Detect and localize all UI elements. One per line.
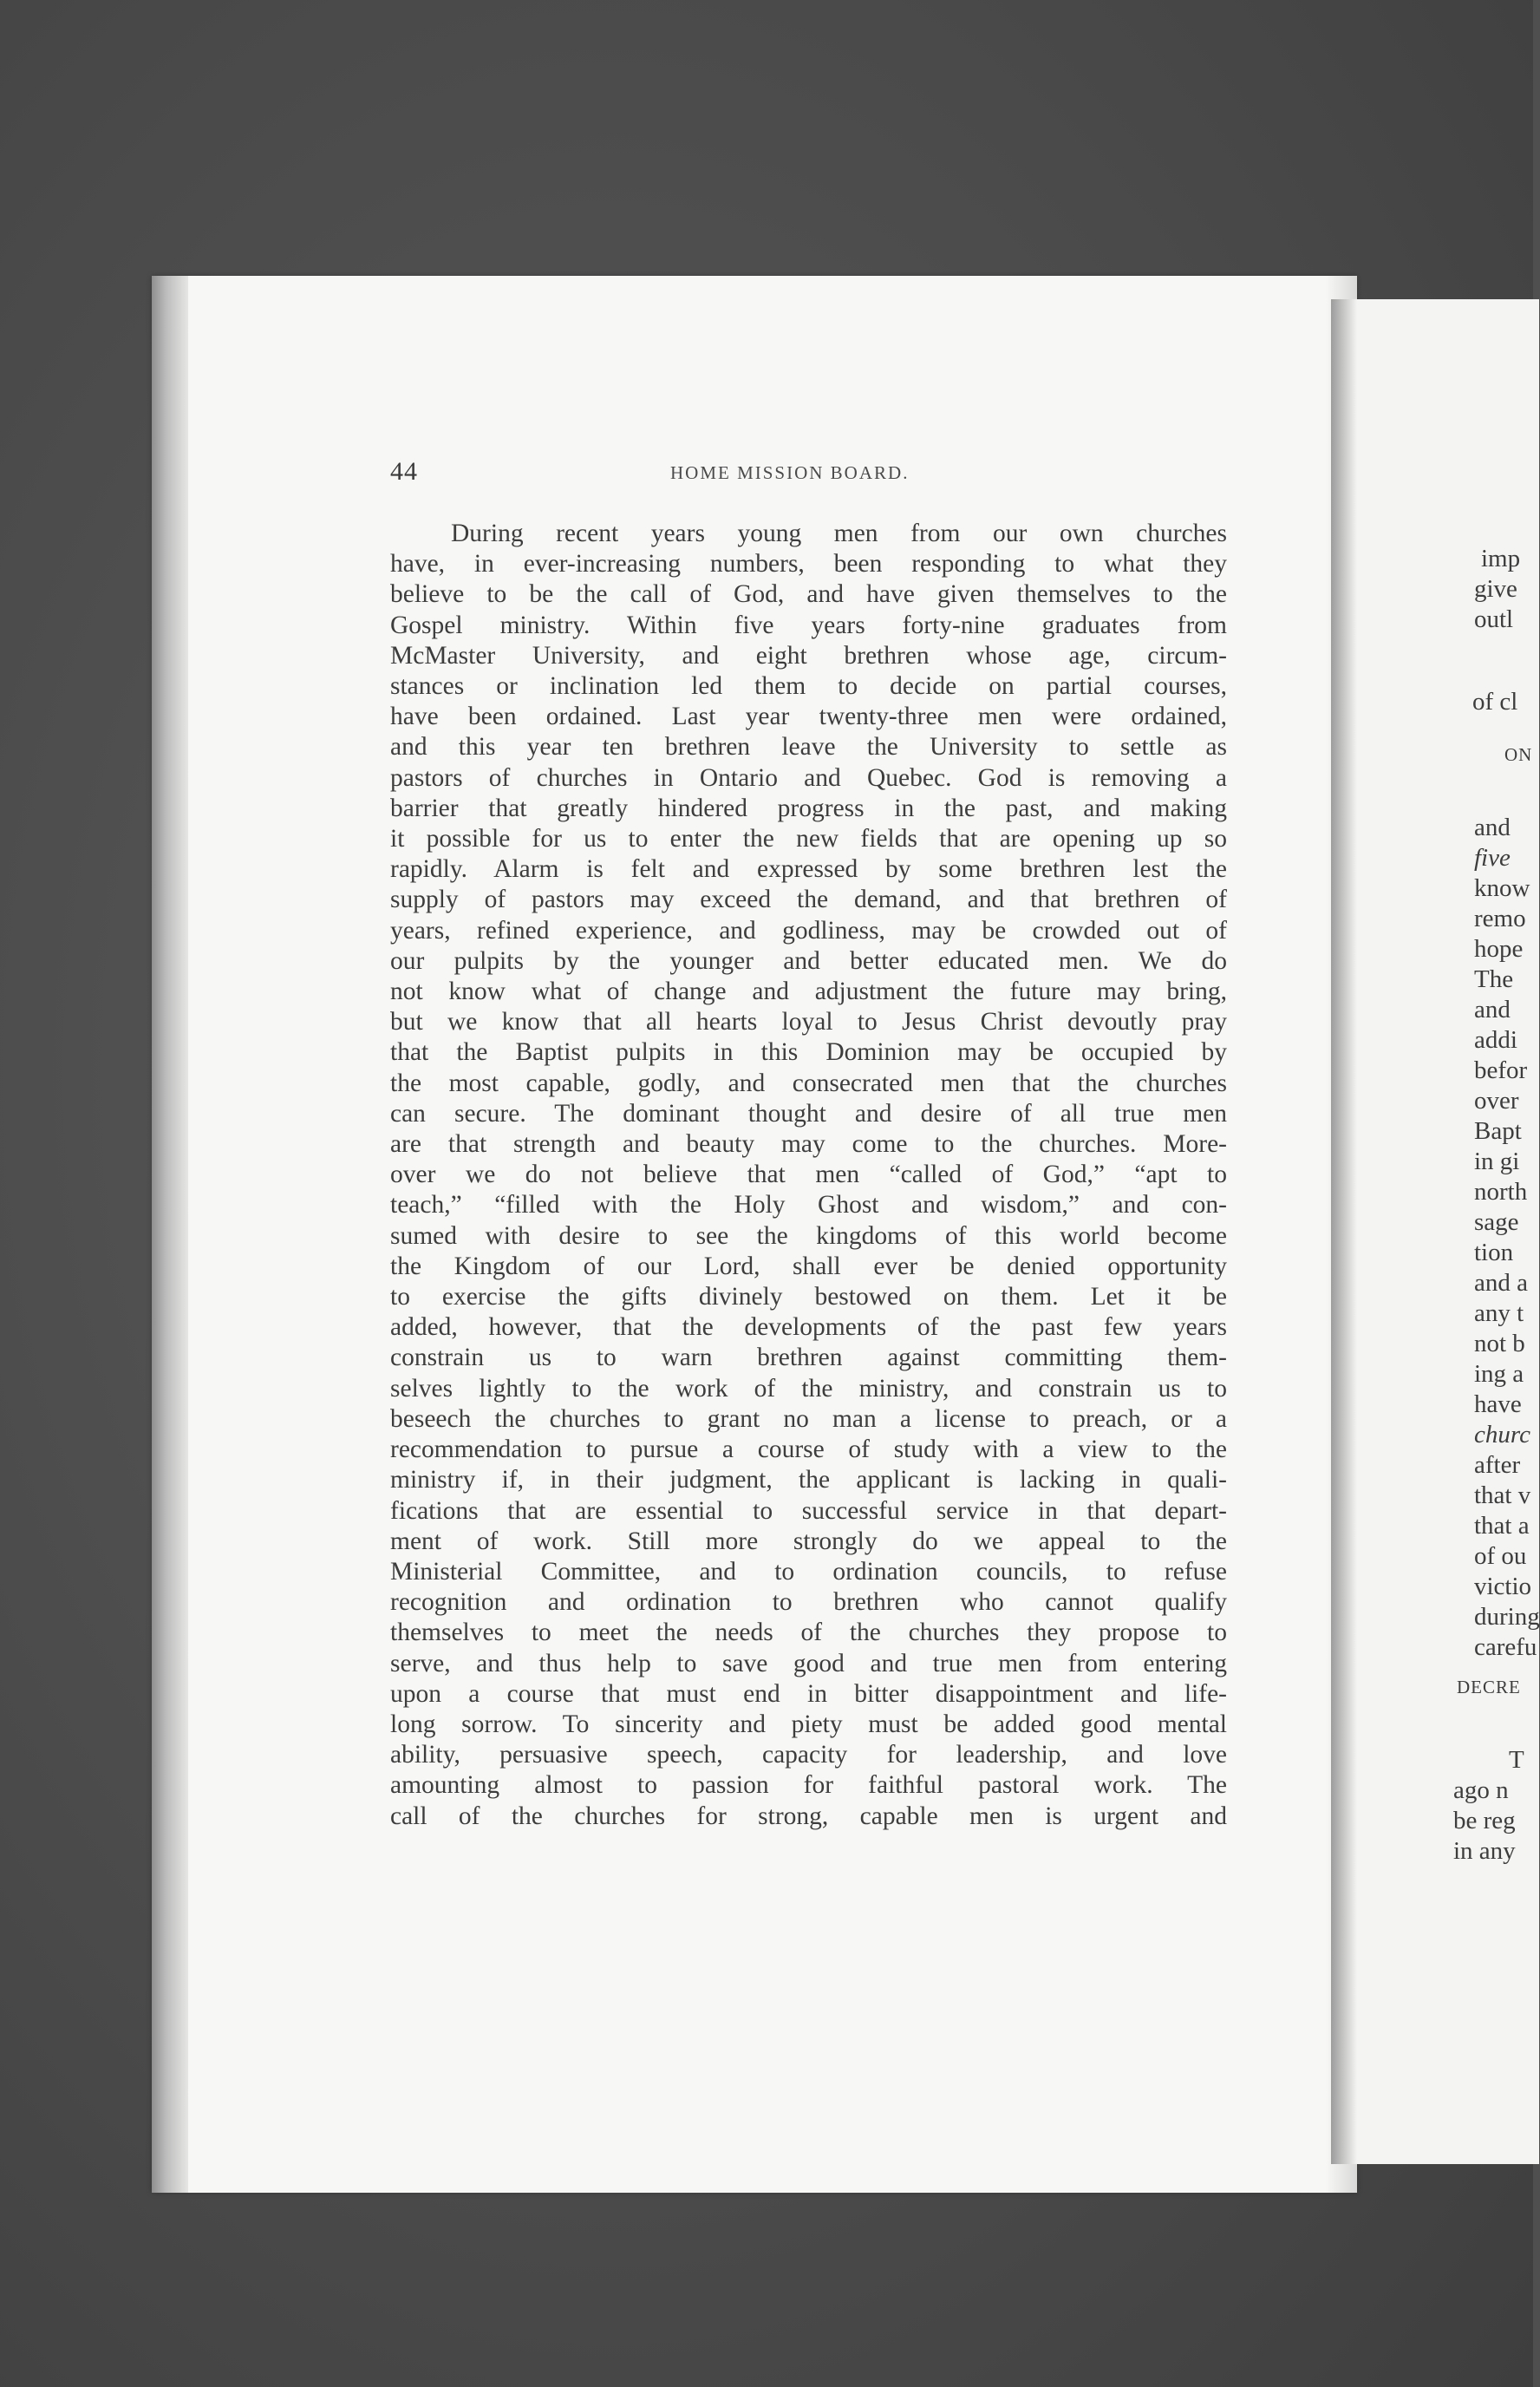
- text-line: but we know that all hearts loyal to Jesus Christ devoutly pray: [390, 1008, 1227, 1037]
- body-paragraph: [390, 519, 1227, 1832]
- text-line: added, however, that the developments of the past few years: [390, 1313, 1227, 1342]
- text-line: have, in ever-increasing numbers, been responding to what they: [390, 550, 1227, 579]
- right-page-fragment: give: [1474, 575, 1517, 603]
- running-head: [390, 457, 1344, 492]
- right-page-fragment: not b: [1474, 1330, 1525, 1357]
- text-line: upon a course that must end in bitter disappointment and life-: [390, 1679, 1227, 1708]
- right-page-fragment: after: [1474, 1451, 1521, 1479]
- right-page-fragment: have: [1474, 1390, 1522, 1418]
- text-line: ability, persuasive speech, capacity for leadership, and love: [390, 1741, 1227, 1769]
- text-line: have been ordained. Last year twenty-three men were ordained,: [390, 703, 1227, 731]
- text-line: selves lightly to the work of the ministry, and constrain us to: [390, 1374, 1227, 1403]
- text-line: pastors of churches in Ontario and Quebec. God is removing a: [390, 763, 1227, 792]
- right-page-fragment: and a: [1474, 1269, 1528, 1297]
- text-line: believe to be the call of God, and have given themselves to the: [390, 580, 1227, 609]
- right-page-fragment: outl: [1474, 605, 1514, 633]
- text-line: McMaster University, and eight brethren whose age, circum-: [390, 641, 1227, 670]
- right-page-fragment: know: [1474, 874, 1530, 902]
- text-line: constrain us to warn brethren against committing them-: [390, 1344, 1227, 1372]
- right-page-fragment: any t: [1474, 1299, 1524, 1327]
- text-line: it possible for us to enter the new fields that are opening up so: [390, 825, 1227, 853]
- text-line: our pulpits by the younger and better educated men. We do: [390, 946, 1227, 975]
- right-page-fragment: in any: [1453, 1837, 1516, 1865]
- text-line: not know what of change and adjustment the future may bring,: [390, 978, 1227, 1006]
- right-page-fragment: churc: [1474, 1421, 1530, 1449]
- text-line: themselves to meet the needs of the churches they propose to: [390, 1619, 1227, 1647]
- right-page-fragment: T: [1509, 1746, 1524, 1774]
- text-line: During recent years young men from our own churches: [451, 520, 1227, 547]
- text-line: teach,” “filled with the Holy Ghost and wisdom,” and con-: [390, 1191, 1227, 1220]
- text-line: recognition and ordination to brethren who cannot qualify: [390, 1588, 1227, 1617]
- right-page-fragment: ing a: [1474, 1360, 1524, 1388]
- right-page-fragment: ON: [1504, 744, 1533, 765]
- right-page-fragment: and: [1474, 814, 1511, 841]
- text-line: serve, and thus help to save good and true men from entering: [390, 1649, 1227, 1677]
- right-page-fragment: of cl: [1472, 688, 1518, 716]
- right-page-fragment: DECRE: [1457, 1677, 1521, 1697]
- right-page-fragment: The: [1474, 965, 1514, 993]
- right-page-fragment: remo: [1474, 905, 1526, 932]
- right-page-fragment: in gi: [1474, 1148, 1520, 1175]
- text-line: can secure. The dominant thought and desire of all true men: [390, 1099, 1227, 1128]
- text-line: years, refined experience, and godliness, may be crowded out of: [390, 916, 1227, 945]
- text-line: amounting almost to passion for faithful pastoral work. The: [390, 1771, 1227, 1800]
- right-page-fragment: be reg: [1453, 1807, 1516, 1834]
- right-page-fragment: ago n: [1453, 1776, 1509, 1804]
- text-line: are that strength and beauty may come to the churches. More-: [390, 1130, 1227, 1159]
- text-line: ment of work. Still more strongly do we appeal to the: [390, 1527, 1227, 1555]
- right-page-fragment: imp: [1481, 545, 1521, 572]
- text-line: to exercise the gifts divinely bestowed on them. Let it be: [390, 1283, 1227, 1311]
- text-line: barrier that greatly hindered progress in the past, and making: [390, 794, 1227, 822]
- text-line: and this year ten brethren leave the University to settle as: [390, 733, 1227, 762]
- text-line: ministry if, in their judgment, the applicant is lacking in quali-: [390, 1466, 1227, 1494]
- right-page-fragment: during: [1474, 1603, 1540, 1631]
- right-page-fragment: hope: [1474, 935, 1524, 963]
- text-line: beseech the churches to grant no man a license to preach, or a: [390, 1404, 1227, 1433]
- page-number: 44: [390, 457, 418, 486]
- right-page-fragment: and: [1474, 996, 1511, 1023]
- text-line: sumed with desire to see the kingdoms of this world become: [390, 1221, 1227, 1250]
- text-line: over we do not believe that men “called of God,” “apt to: [390, 1161, 1227, 1189]
- text-line: Gospel ministry. Within five years forty-nine graduates from: [390, 611, 1227, 639]
- right-page-fragment: sage: [1474, 1208, 1519, 1236]
- right-page-fragment: Bapt: [1474, 1117, 1522, 1145]
- right-page-fragment: befor: [1474, 1056, 1528, 1084]
- text-line: that the Baptist pulpits in this Dominion may be occupied by: [390, 1038, 1227, 1067]
- right-page-fragment: addi: [1474, 1026, 1517, 1054]
- right-page-fragment: victio: [1474, 1573, 1532, 1600]
- text-line: fications that are essential to successful service in that depart-: [390, 1496, 1227, 1525]
- text-line: supply of pastors may exceed the demand, and that brethren of: [390, 886, 1227, 914]
- right-page-fragment: of ou: [1474, 1542, 1527, 1570]
- text-line: the most capable, godly, and consecrated men that the churches: [390, 1069, 1227, 1097]
- right-page-fragment: north: [1474, 1178, 1528, 1206]
- right-page-fragment: five: [1474, 844, 1511, 872]
- text-line: stances or inclination led them to decide on partial courses,: [390, 672, 1227, 701]
- text-line: long sorrow. To sincerity and piety must be added good mental: [390, 1710, 1227, 1738]
- right-page-fragment: over: [1474, 1087, 1519, 1115]
- right-page-fragment: tion: [1474, 1239, 1514, 1266]
- right-page-fragment: that a: [1474, 1512, 1530, 1540]
- page-title: HOME MISSION BOARD.: [670, 462, 910, 483]
- right-page-fragment: that v: [1474, 1481, 1531, 1509]
- text-line: recommendation to pursue a course of study with a view to the: [390, 1435, 1227, 1464]
- right-page-fragment: carefu: [1474, 1633, 1537, 1661]
- text-line: the Kingdom of our Lord, shall ever be denied opportunity: [390, 1252, 1227, 1280]
- text-line: call of the churches for strong, capable men is urgent and: [390, 1802, 1227, 1830]
- text-line: rapidly. Alarm is felt and expressed by some brethren lest the: [390, 855, 1227, 884]
- text-line: Ministerial Committee, and to ordination councils, to refuse: [390, 1557, 1227, 1586]
